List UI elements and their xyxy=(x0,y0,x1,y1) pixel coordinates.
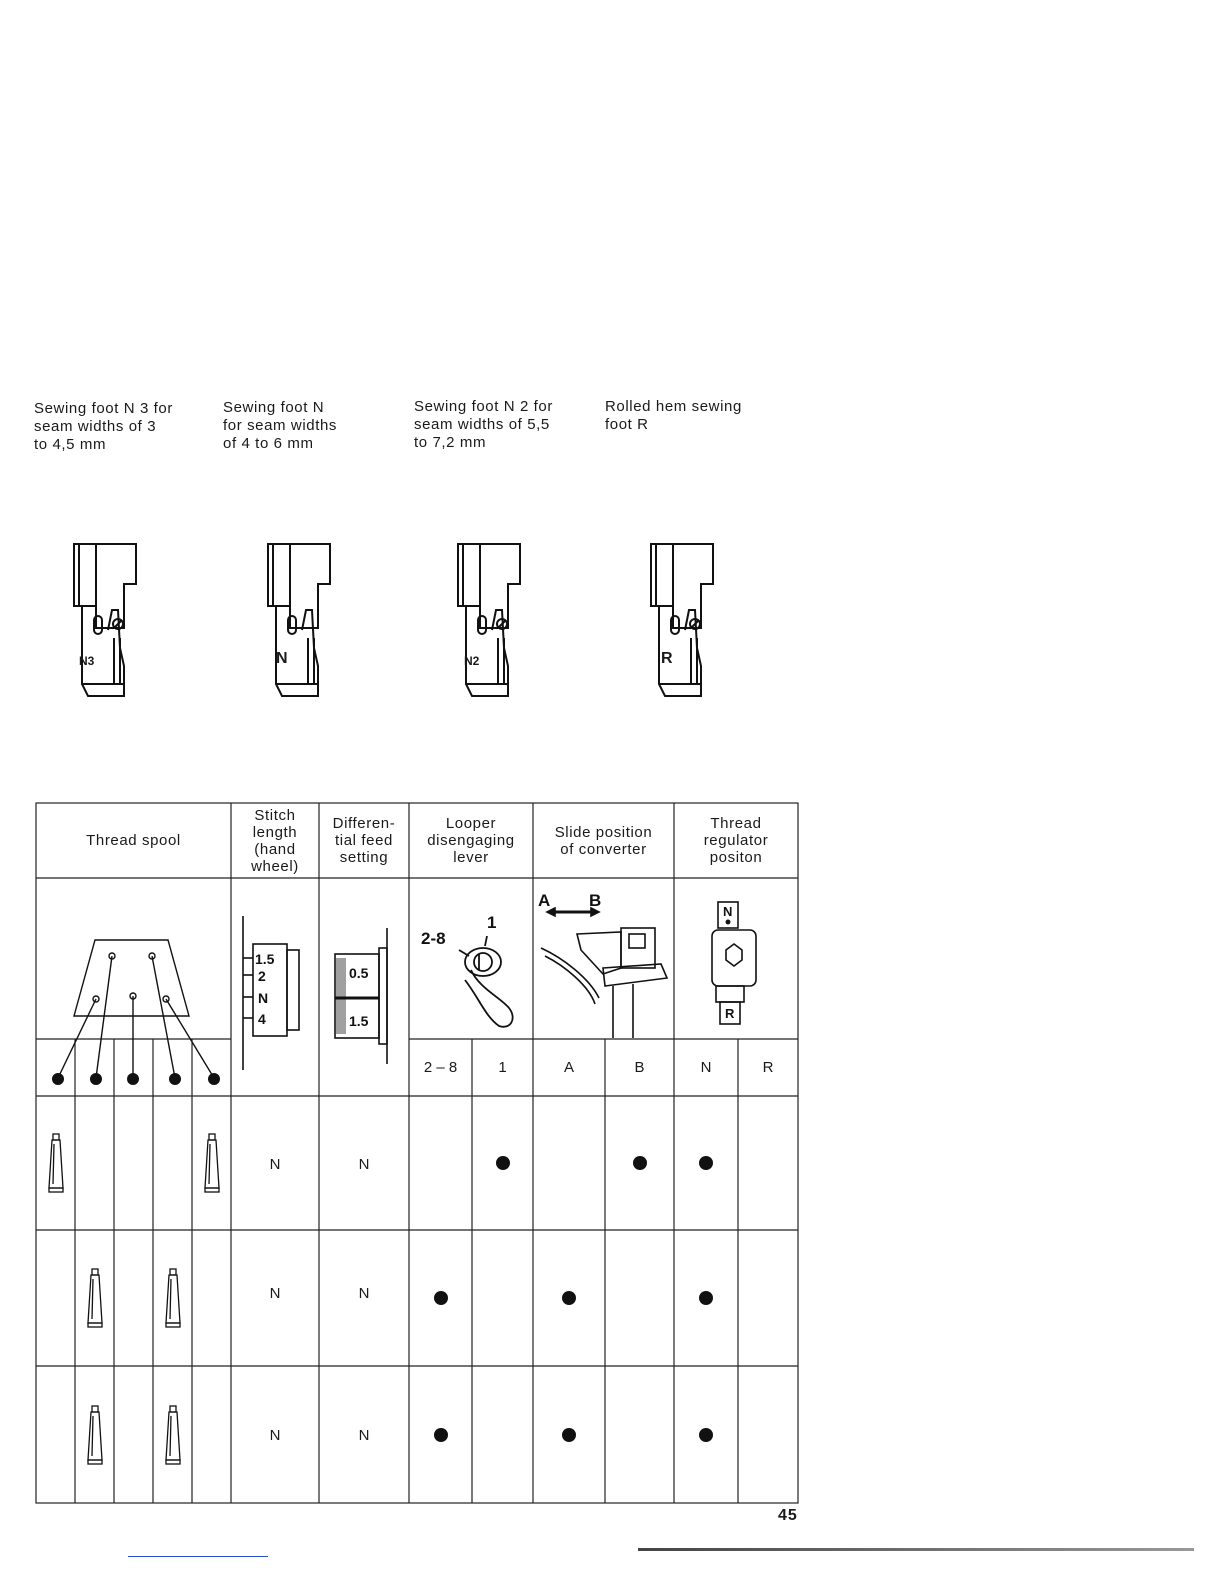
thread-spool-icon xyxy=(85,1267,105,1329)
caption-foot-n: Sewing foot N for seam widths of 4 to 6 mm xyxy=(223,399,338,452)
setting-mark xyxy=(562,1428,576,1442)
subheader-b: B xyxy=(634,1059,645,1076)
row-2-diff-feed: N xyxy=(358,1285,370,1302)
caption-foot-n3: Sewing foot N 3 for seam widths of 3 to 4,5 mm xyxy=(34,400,173,453)
dial-mark: 1.5 xyxy=(255,951,275,967)
regulator-label-n: N xyxy=(723,904,733,919)
header-thread-regulator: Thread regulator positon xyxy=(703,815,769,866)
dial-mark: 2 xyxy=(258,968,266,984)
slide-label-a: A xyxy=(538,891,551,910)
caption-foot-n2: Sewing foot N 2 for seam widths of 5,5 to 7,2 mm xyxy=(414,398,553,451)
header-differential-feed: Differen- tial feed setting xyxy=(332,815,396,866)
header-stitch-length: Stitch length (hand wheel) xyxy=(251,806,299,875)
header-looper-lever: Looper disengaging lever xyxy=(427,815,515,866)
thread-spool-icon xyxy=(163,1267,183,1329)
setting-mark xyxy=(496,1156,510,1170)
converter-slide-image xyxy=(533,878,674,1039)
setting-mark xyxy=(434,1428,448,1442)
subheader-2-8: 2 – 8 xyxy=(423,1059,458,1076)
dial-mark: 1.5 xyxy=(349,1013,369,1029)
thread-regulator-image xyxy=(674,878,798,1039)
subheader-1: 1 xyxy=(498,1059,507,1076)
row-2-stitch-length: N xyxy=(269,1285,281,1302)
foot-label: N3 xyxy=(79,654,95,668)
header-thread-spool: Thread spool xyxy=(86,832,181,849)
dial-mark: 0.5 xyxy=(349,965,369,981)
thread-spool-icon xyxy=(46,1132,66,1194)
foot-label: N xyxy=(276,650,288,667)
subheader-r: R xyxy=(762,1059,774,1076)
setting-mark xyxy=(562,1291,576,1305)
bottom-left-rule xyxy=(128,1556,268,1557)
stitch-length-dial xyxy=(231,878,319,1098)
foot-label: N2 xyxy=(464,654,480,668)
thread-spool-icon xyxy=(163,1404,183,1466)
lever-label: 2-8 xyxy=(421,929,446,948)
setting-mark xyxy=(699,1156,713,1170)
dial-mark: N xyxy=(258,990,269,1006)
row-3-stitch-length: N xyxy=(269,1427,281,1444)
setting-mark xyxy=(434,1291,448,1305)
setting-mark xyxy=(633,1156,647,1170)
subheader-n: N xyxy=(700,1059,712,1076)
bottom-rule xyxy=(638,1548,1194,1551)
slide-label-b: B xyxy=(589,891,602,910)
dial-mark: 4 xyxy=(258,1011,266,1027)
subheader-a: A xyxy=(563,1059,574,1076)
row-3-diff-feed: N xyxy=(358,1427,370,1444)
regulator-label-r: R xyxy=(725,1006,735,1021)
setting-mark xyxy=(699,1291,713,1305)
looper-lever-image xyxy=(409,878,533,1039)
thread-spool-icon xyxy=(202,1132,222,1194)
row-1-stitch-length: N xyxy=(269,1156,281,1173)
thread-spool-icon xyxy=(85,1404,105,1466)
lever-label: 1 xyxy=(487,913,497,932)
page-number: 45 xyxy=(778,1507,798,1524)
differential-feed-dial xyxy=(319,878,409,1098)
caption-foot-r: Rolled hem sewing foot R xyxy=(605,398,742,433)
thread-spool-diagram xyxy=(36,878,231,1098)
row-1-diff-feed: N xyxy=(358,1156,370,1173)
header-slide-position: Slide position of converter xyxy=(554,823,653,858)
foot-label: R xyxy=(661,650,673,667)
setting-mark xyxy=(699,1428,713,1442)
